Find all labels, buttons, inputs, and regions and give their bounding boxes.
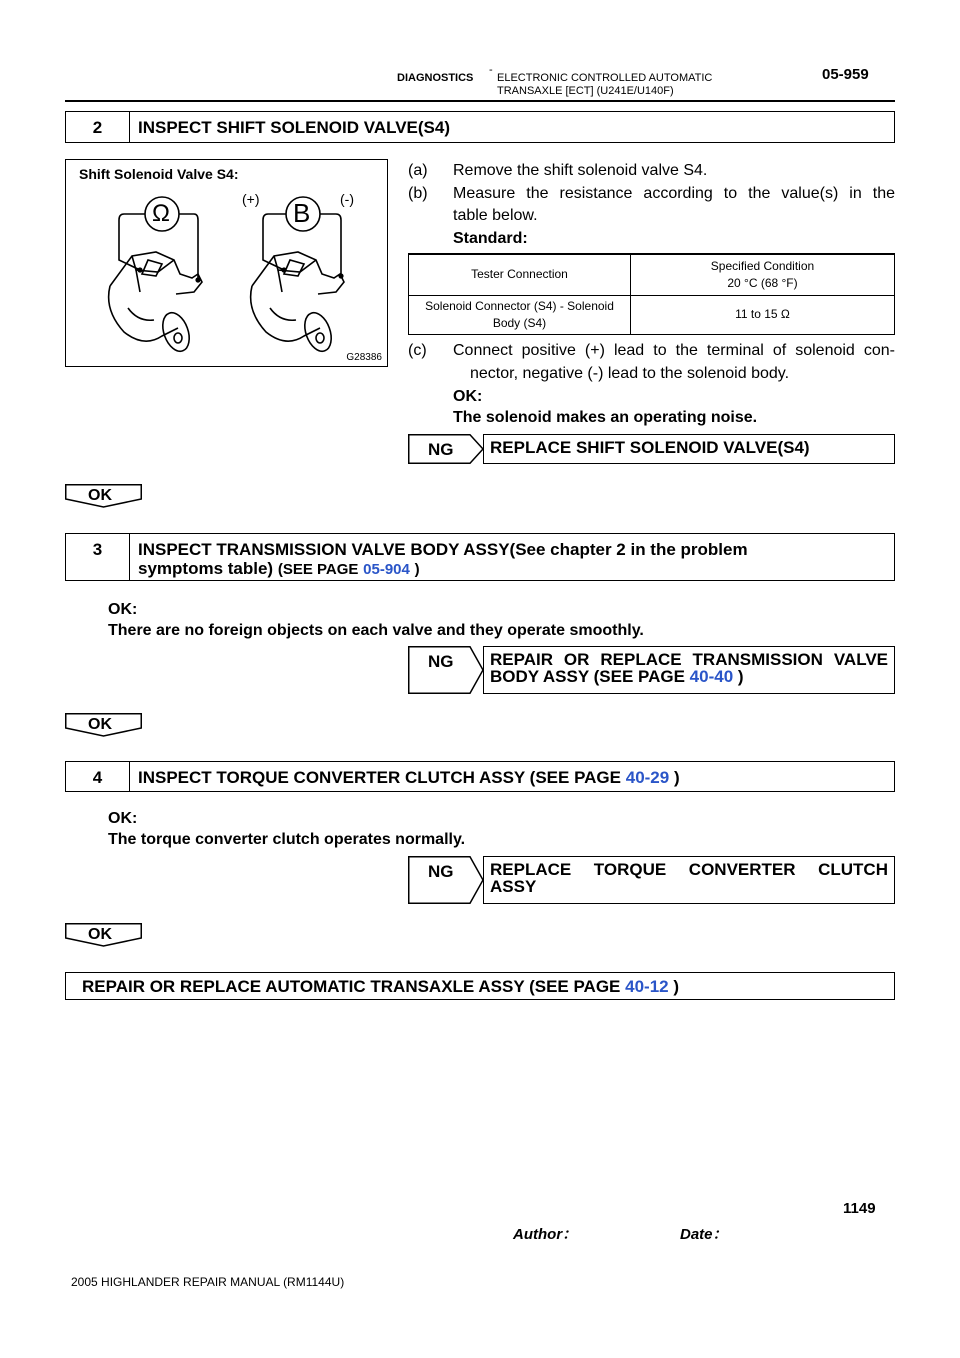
step-2-box — [65, 111, 895, 143]
final-action-link[interactable]: 40-12 — [625, 977, 669, 996]
step-4-ng-action — [483, 856, 895, 904]
step-3-title-line2-text: symptoms table) — [138, 559, 274, 578]
battery-symbol: B — [293, 198, 311, 228]
table-cell-value: 11 to 15 Ω — [631, 295, 895, 334]
step-4-title-text: INSPECT TORQUE CONVERTER CLUTCH ASSY (SEE PAGE — [138, 768, 621, 787]
table-header-condition-line1: Specified Condition — [710, 258, 815, 273]
step-3-title — [130, 534, 894, 580]
step-c-line2: nector, negative (-) lead to the solenoid body. — [470, 365, 790, 382]
step-3-title-line2 — [138, 559, 886, 579]
table-cell-connection — [409, 295, 631, 334]
table-cell-connection-line2: Body (S4) — [492, 315, 547, 330]
step-c-marker: (c) — [408, 342, 427, 359]
step-3-box — [65, 533, 895, 581]
step-4-number: 4 — [66, 762, 130, 791]
ok-tag-1-label: OK — [88, 487, 112, 504]
step-2-number: 2 — [66, 112, 130, 142]
step-3-ref-link[interactable]: 05-904 — [363, 561, 410, 578]
footer-author: Author： — [513, 1226, 578, 1243]
resistance-table — [408, 253, 895, 335]
table-cell-connection-line1: Solenoid Connector (S4) - Solenoid — [425, 298, 614, 313]
final-action-text: REPAIR OR REPLACE AUTOMATIC TRANSAXLE ASSY (SEE PAGE — [82, 977, 621, 996]
table-header-tester: Tester Connection — [409, 254, 631, 295]
step-2-title: INSPECT SHIFT SOLENOID VALVE(S4) — [138, 118, 451, 137]
step-3-ng-action — [483, 646, 895, 694]
step-4-title-suffix: ) — [673, 768, 680, 787]
standard-label: Standard: — [453, 230, 528, 247]
step-4-title — [130, 762, 894, 791]
step-3-ng-suffix: ) — [737, 667, 744, 686]
ohm-symbol: Ω — [152, 200, 170, 227]
step-3-ng-line2-text: BODY ASSY (SEE PAGE — [490, 667, 685, 686]
step-4-ok-label: OK: — [108, 810, 138, 827]
step-3-ng-label: NG — [428, 652, 454, 671]
ok-tag-3-label: OK — [88, 926, 112, 943]
step-a-text: Remove the shift solenoid valve S4. — [453, 162, 708, 179]
ok-tag-2 — [65, 713, 142, 735]
ok-tag-3 — [65, 923, 142, 945]
header-dash: - — [489, 64, 493, 76]
step-a-marker: (a) — [408, 162, 428, 179]
header-rule — [65, 100, 895, 102]
step-2-ok-label: OK: — [453, 388, 483, 405]
table-header-condition — [631, 254, 895, 295]
table-header-row — [409, 254, 895, 295]
step-3-ref-prefix: (SEE PAGE — [277, 561, 359, 578]
step-4-ng-line1: REPLACE TORQUE CONVERTER CLUTCH — [490, 860, 888, 879]
step-3-ng-line1: REPAIR OR REPLACE TRANSMISSION VALVE — [490, 650, 888, 669]
step-b-line1: Measure the resistance according to the value(s) in the — [453, 185, 895, 202]
step-3-title-line1: INSPECT TRANSMISSION VALVE BODY ASSY(See chapter 2 in the problem — [138, 540, 748, 559]
footer-page-number: 1149 — [843, 1200, 876, 1217]
ok-tag-2-label: OK — [88, 716, 112, 733]
solenoid-figure — [65, 159, 388, 367]
ok-tag-1 — [65, 484, 142, 506]
step-3-ok-label: OK: — [108, 601, 138, 618]
final-action-suffix: ) — [673, 977, 680, 996]
step-2-ng-action: REPLACE SHIFT SOLENOID VALVE(S4) — [483, 434, 895, 464]
step-4-ng-line2: ASSY — [490, 877, 537, 896]
step-c-line1: Connect positive (+) lead to the terminal of solenoid con- — [453, 342, 895, 359]
header-title-line2: TRANSAXLE [ECT] (U241E/U140F) — [497, 85, 674, 97]
table-row — [409, 295, 895, 334]
minus-label: (-) — [340, 191, 354, 207]
final-action-box — [65, 972, 895, 1000]
step-3-ok-text: There are no foreign objects on each valve and they operate smoothly. — [108, 622, 644, 639]
figure-code: G28386 — [346, 352, 382, 363]
step-3-ref-suffix: ) — [414, 561, 420, 578]
footer-manual-title: 2005 HIGHLANDER REPAIR MANUAL (RM1144U) — [71, 1275, 345, 1289]
step-4-ok-text: The torque converter clutch operates normally. — [108, 831, 466, 848]
step-2-ok-text: The solenoid makes an operating noise. — [453, 409, 758, 426]
step-3-ng-link[interactable]: 40-40 — [689, 667, 734, 686]
step-b-marker: (b) — [408, 185, 428, 202]
step-4-ng-label: NG — [428, 862, 454, 881]
table-header-condition-line2: 20 °C (68 °F) — [727, 275, 798, 290]
step-4-title-link[interactable]: 40-29 — [625, 768, 670, 787]
step-3-ng-line2 — [490, 668, 888, 685]
header-section: DIAGNOSTICS — [397, 72, 474, 84]
step-3-number: 3 — [66, 534, 130, 580]
step-4-box — [65, 761, 895, 792]
plus-label: (+) — [242, 191, 260, 207]
figure-title: Shift Solenoid Valve S4: — [79, 166, 239, 182]
footer-date: Date： — [680, 1226, 728, 1243]
header-page-number: 05-959 — [822, 66, 869, 83]
step-b-line2: table below. — [453, 207, 538, 224]
step-2-ng-label: NG — [428, 440, 454, 459]
header-title-line1: ELECTRONIC CONTROLLED AUTOMATIC — [497, 72, 713, 84]
